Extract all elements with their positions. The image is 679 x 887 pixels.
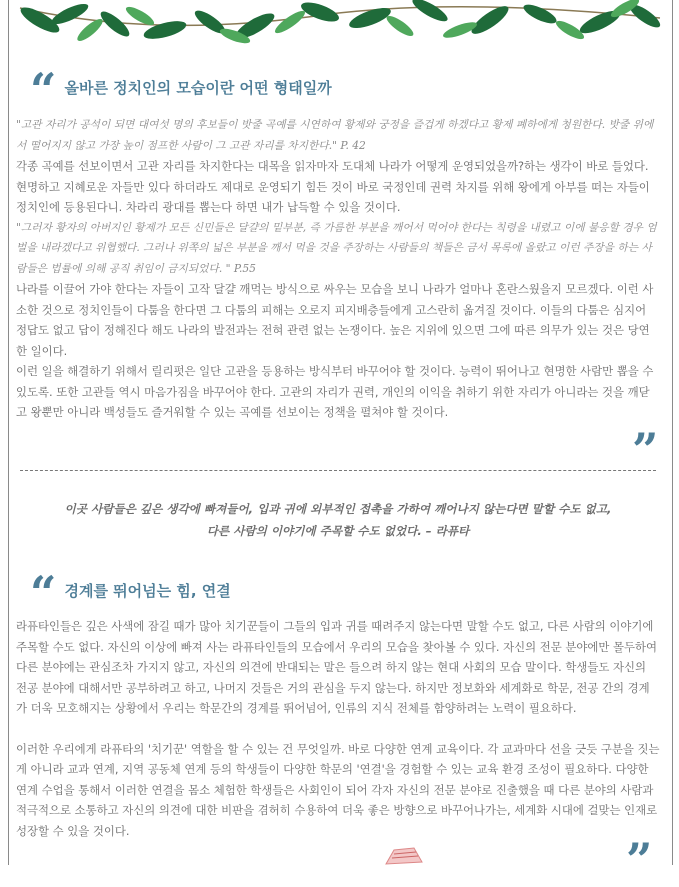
paragraph: 각종 곡예를 선보이면서 고관 자리를 차지한다는 대목을 읽자마자 도대체 나라가 어떻게 운영되었을까?하는 생각이 바로 들었다. 현명하고 지혜로운 자들만 있다 하더라도 제대로 운영되기 힘든 것이 바로 국정인데 권력 차지를 위해 왕에게 아부를 떠는 자들이 정치인에 등용된다니. 차라리 광대를 뽑는다 하면 내가 납득할 수 있을 것이다. [16,159,650,214]
paragraph: 라퓨타인들은 깊은 사색에 잠길 때가 많아 치기꾼들이 그들의 입과 귀를 때려주지 않는다면 말할 수도 없고, 다른 사람의 이야기에 주목할 수도 없다. 자신의 이상에 빠져 사는 라퓨타인들의 모습에서 우리의 모습을 찾아볼 수 있다. 자신의 전문 분야에만 몰두하여 다른 분야에는 관심조차 가지지 않고, 자신의 의견에 반대되는 말은 들으려 하지 않는 현대 사회의 모습 말이다. 학생들도 자신의 전공 분야에 대해서만 공부하려고 하고, 나머지 것들은 거의 관심을 두지 않는다. 하지만 정보화와 세계화로 학문, 전공 간의 경계가 더욱 모호해지는 상황에서 우리는 학문간의 경계를 뛰어넘어, 인류의 지식 전체를 함양하려는 노력이 필요하다. [16,619,657,715]
paragraph: 나라를 이끌어 가야 한다는 자들이 고작 달걀 깨먹는 방식으로 싸우는 모습을 보니 나라가 얼마나 혼란스웠을지 모르겠다. 이런 사소한 것으로 정치인들이 다툼을 한다면 그 다툼의 피해는 오로지 피지배층들에게 고스란히 옮겨질 것이다. 이들의 다툼은 심지어 정답도 없고 답이 정해진다 해도 나라의 발전과는 전혀 관련 없는 논쟁이다. 높은 지위에 있으면 그에 따른 의무가 있는 것은 당연한 일이다. [16,282,654,358]
section2-heading [30,566,231,620]
pull-quote [20,498,656,542]
close-quote-icon: ” [626,833,649,887]
section2-title: 경계를 뛰어넘는 힘, 연결 [64,581,231,600]
section1-heading [30,63,332,117]
pull-quote-line: 이곳 사람들은 깊은 생각에 빠져들어, 입과 귀에 외부적인 접촉을 가하여 깨어나지 않는다면 말할 수도 없고, [64,502,612,516]
section1-title: 올바른 정치인의 모습이란 어떤 형태일까 [64,78,332,97]
open-quote-icon: “ [30,63,53,117]
open-quote-icon: “ [30,566,53,620]
paragraph: 이런 일을 해결하기 위해서 릴리펏은 일단 고관을 등용하는 방식부터 바꾸어야 할 것이다. 능력이 뛰어나고 현명한 사람만 뽑을 수 있도록. 또한 고관들 역시 마음가짐을 바꾸어야 한다. 고관의 자리가 권력, 개인의 이익을 취하기 위한 자리가 아니라는 것을 깨닫고 왕뿐만 아니라 백성들도 즐거워할 수 있는 곡예를 선보이는 정책을 펼쳐야 할 것이다. [16,364,654,419]
section2-body [16,616,660,841]
dashed-divider [20,470,656,471]
section1-body [16,115,660,423]
close-quote-icon: ” [632,423,655,477]
stamp-decoration [384,846,424,865]
leaf-vine-decoration [0,0,679,52]
paragraph: 이러한 우리에게 라퓨타의 '치기꾼' 역할을 할 수 있는 건 무엇일까. 바로 다양한 연계 교육이다. 각 교과마다 선을 긋듯 구분을 짓는 게 아니라 교과 연계, 지역 공동체 연계 등의 학생들이 다양한 학문의 '연결'을 경험할 수 있는 교육 환경 조성이 필요하다. 다양한 연계 수업을 통해서 이러한 연결을 몸소 체험한 학생들은 사회인이 되어 각자 자신의 전문 분야로 진출했을 때 다른 분야의 사람과 적극적으로 소통하고 자신의 의견에 대한 비판을 겸허히 수용하여 더욱 좋은 방향으로 바꾸어나가는, 세계화 시대에 걸맞는 인재로 성장할 수 있을 것이다. [16,741,660,838]
citation-p55: "그러자 황자의 아버지인 황제가 모든 신민들은 달걀의 밑부분, 즉 가름한 부분을 깨어서 먹어야 한다는 칙령을 내렸고 이에 불응할 경우 엄벌을 내라겠다고 위협했다. 그러나 위쪽의 넓은 부분을 깨서 먹을 것을 주장하는 사람들의 책들은 금서 목록에 올랐고 이런 주장을 하는 사람들은 법률에 의해 공직 취임이 금지되었다. " P.55 [16,220,657,275]
citation-p42: "고관 자리가 공석이 되면 대여섯 명의 후보들이 밧줄 곡예를 시연하여 황제와 궁정을 즐겁게 하겠다고 황제 폐하에게 청원한다. 밧줄 위에서 떨어지지 않고 가장 높이 점프한 사람이 그 고관 자리를 차지한다." P. 42 [16,118,654,152]
pull-quote-line: 다른 사람의 이야기에 주목할 수도 없었다. – 라퓨타 [206,524,470,538]
